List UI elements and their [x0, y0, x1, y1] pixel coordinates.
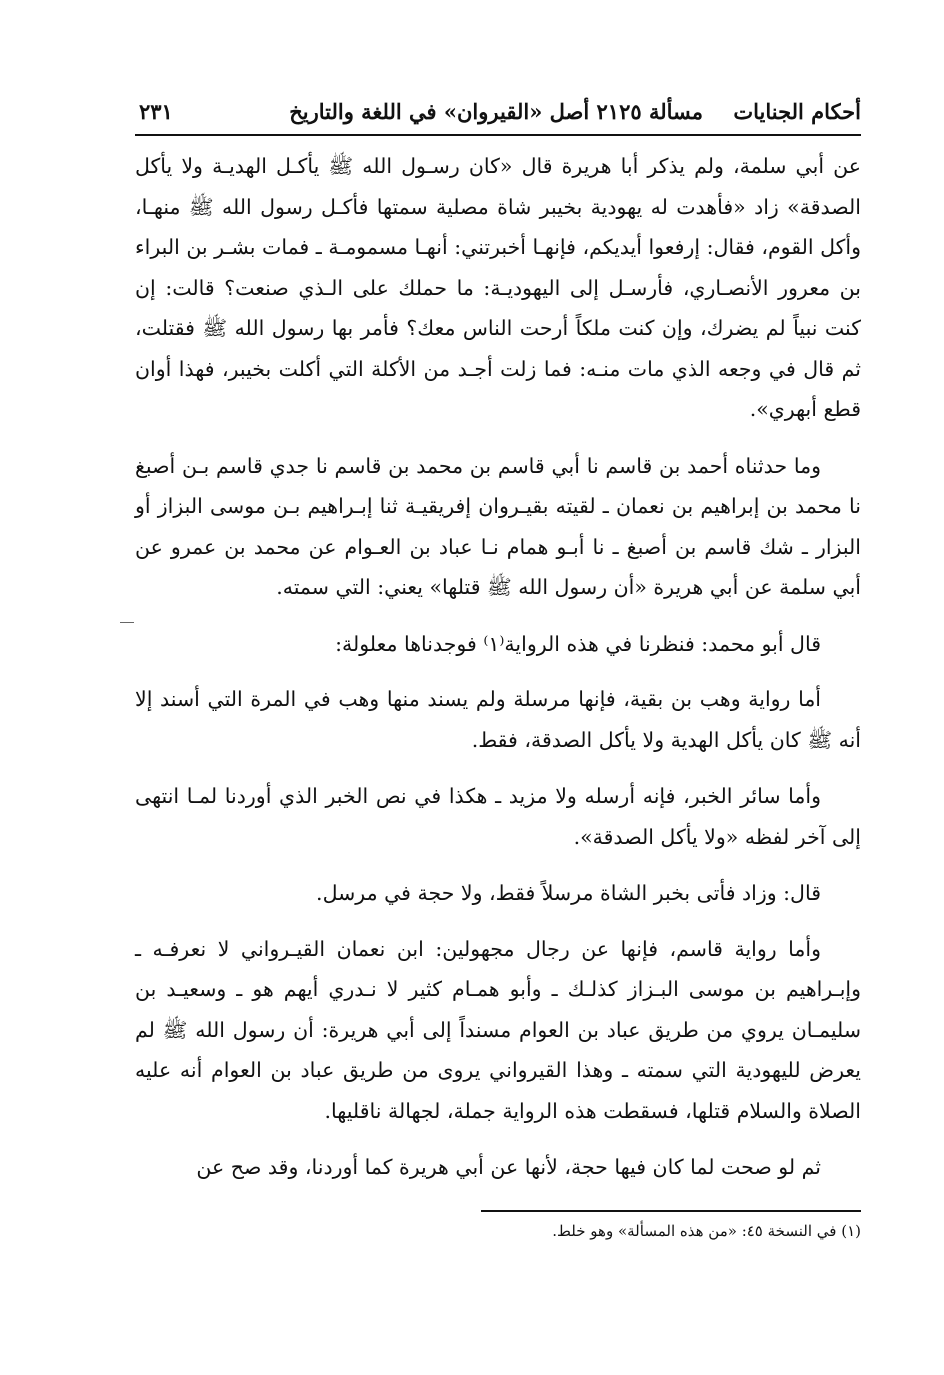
paragraph-4: أما رواية وهب بن بقية، فإنها مرسلة ولم يسند منها وهب في المرة التي أسند إلا أنه ﷺ كان يأكل الهدية ولا يأكل الصدقة، فقط.: [135, 687, 861, 752]
paragraph-5: وأما سائر الخبر، فإنه أرسله ولا مزيد ـ هكذا في نص الخبر الذي أوردنا لمـا انتهى إلى آخر لفظه «ولا يأكل الصدقة».: [135, 784, 861, 849]
paragraph-1: عن أبي سلمة، ولم يذكر أبا هريرة قال «كان رسـول الله ﷺ يأكـل الهديـة ولا يأكل الصدقة» زاد «فأهدت له يهودية بخيبر شاة مصلية سمتها فأكـل رسول الله ﷺ منهـا، وأكل القوم، فقال: إرفعوا أيديكم، فإنهـا أخبرتني: أنهـا مسمومـة ـ فمات بشـر بن البراء بن معرور الأنصـاري، فأرسـل إلى اليهوديـة: ما حملك على الـذي صنعت؟ قالت: إن كنت نبياً لم يضرك، وإن كنت ملكاً أرحت الناس معك؟ فأمر بها رسول الله ﷺ فقتلت، ثم قال في وجعه الذي مات منـه: فما زلت أجـد من الأكلة التي أكلت بخيبر، فهذا أوان قطع أبهري».: [135, 154, 861, 421]
paragraph-2: وما حدثناه أحمد بن قاسم نا أبي قاسم بن محمد بن قاسم نا جدي قاسم بـن أصبغ نا محمد بن إبراهيم بن نعمان ـ لقيته بقيـروان إفريقيـة ثنا إبـراهيم بـن موسى البزاز أو البزار ـ شك قاسم بن أصبغ ـ نا أبـو همام نـا عباد بن العـوام عن محمد بن عمرو عن أبي سلمة عن أبي هريرة «أن رسول الله ﷺ قتلها» يعني: التي سمته.: [135, 453, 861, 599]
book-page: [135, 90, 861, 1244]
footnote: (١) في النسخة ٤٥: «من هذه المسألة» وهو خلط.: [552, 1221, 861, 1240]
body-text: [135, 146, 861, 1188]
footnote-divider: [481, 1210, 861, 1212]
paragraph-8: ثم لو صحت لما كان فيها حجة، لأنها عن أبي هريرة كما أوردنا، وقد صح عن: [196, 1155, 821, 1179]
paragraph-7: وأما رواية قاسم، فإنها عن رجال مجهولين: ابن نعمان القيـرواني لا نعرفـه ـ وإبـراهيم بن موسى البـزاز كذلـك ـ وأبو همـام كثير لا نـدري أيهم هو ـ وسعيـد بن سليمـان يروي من طريق عباد بن العوام مسنداً إلى أبي هريرة: أن رسول الله ﷺ لم يعرض لليهودية التي سمته ـ وهذا القيرواني يروى من طريق عباد بن العوام أنه عليه الصلاة والسلام قتلها، فسقطت هذه الرواية جملة، لجهالة ناقليها.: [135, 936, 861, 1123]
running-header: [135, 90, 861, 134]
margin-mark: [120, 622, 134, 623]
page-number: ٢٣١: [139, 99, 173, 124]
header-divider: [135, 134, 861, 136]
book-title: أحكام الجنايات: [733, 99, 861, 124]
paragraph-6: قال: وزاد فأتى بخبر الشاة مرسلاً فقط، ولا حجة في مرسل.: [316, 881, 821, 905]
section-topic: مسألة ٢١٢٥ أصل «القيروان» في اللغة والتاريخ: [289, 99, 703, 124]
paragraph-3: قال أبو محمد: فنظرنا في هذه الرواية⁽١⁾ فوجدناها معلولة:: [335, 631, 821, 656]
